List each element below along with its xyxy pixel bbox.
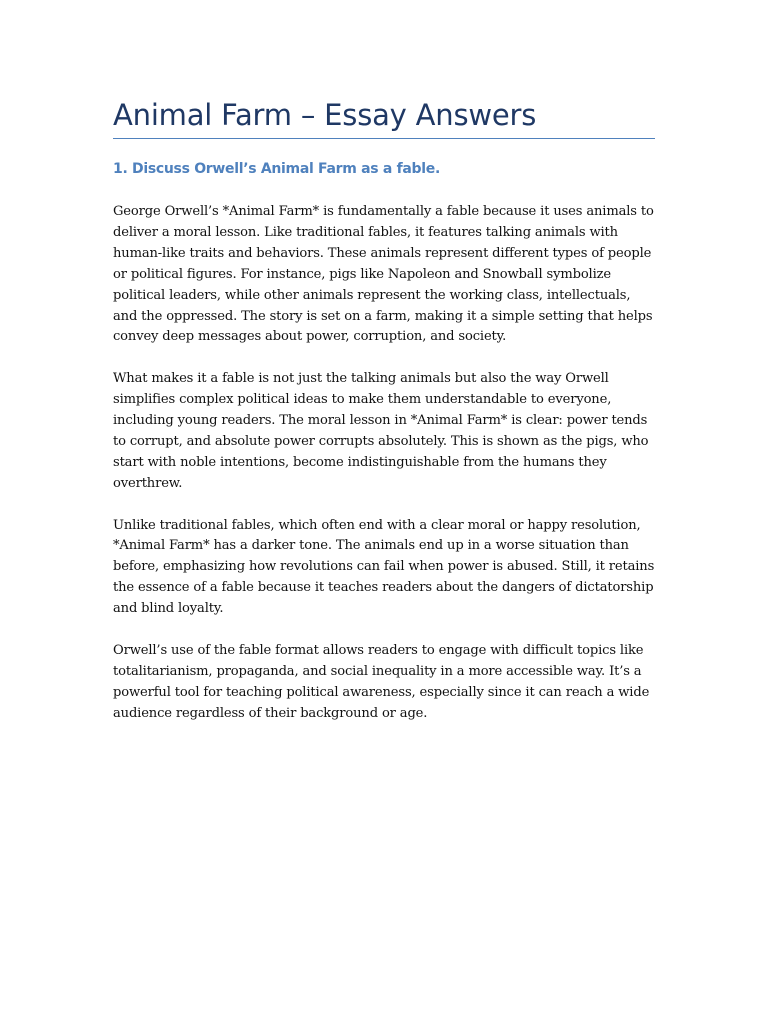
document-title: Animal Farm – Essay Answers [113,98,537,132]
question-heading: 1. Discuss Orwell’s Animal Farm as a fable. [113,161,440,177]
title-divider [113,138,655,139]
essay-paragraph-3: Unlike traditional fables, which often end with a clear moral or happy resolution, *Animal Farm* has a darker tone. The animals end up in a worse situation than before, emphasizing how revolutions can fail when power is abused. Still, it retains the essence of a fable because it teaches readers about the dangers of dictatorship and blind loyalty. [113,517,655,617]
essay-paragraph-2: What makes it a fable is not just the talking animals but also the way Orwell simplifies complex political ideas to make them understandable to everyone, including young readers. The moral lesson in *Animal Farm* is clear: power tends to corrupt, and absolute power corrupts absolutely. This is shown as the pigs, who start with noble intentions, become indistinguishable from the humans they overthrew. [113,371,649,491]
essay-paragraph-1: George Orwell’s *Animal Farm* is fundamentally a fable because it uses animals to deliver a moral lesson. Like traditional fables, it features talking animals with human-like traits and behaviors. These animals represent different types of people or political figures. For instance, pigs like Napoleon and Snowball symbolize political leaders, while other animals represent the working class, intellectuals, and the oppressed. The story is set on a farm, making it a simple setting that helps convey deep messages about power, corruption, and society. [113,204,654,345]
essay-paragraph-4: Orwell’s use of the fable format allows readers to engage with difficult topics like totalitarianism, propaganda, and social inequality in a more accessible way. It’s a powerful tool for teaching political awareness, especially since it can reach a wide audience regardless of their background or age. [113,642,650,721]
document-page [113,96,655,725]
